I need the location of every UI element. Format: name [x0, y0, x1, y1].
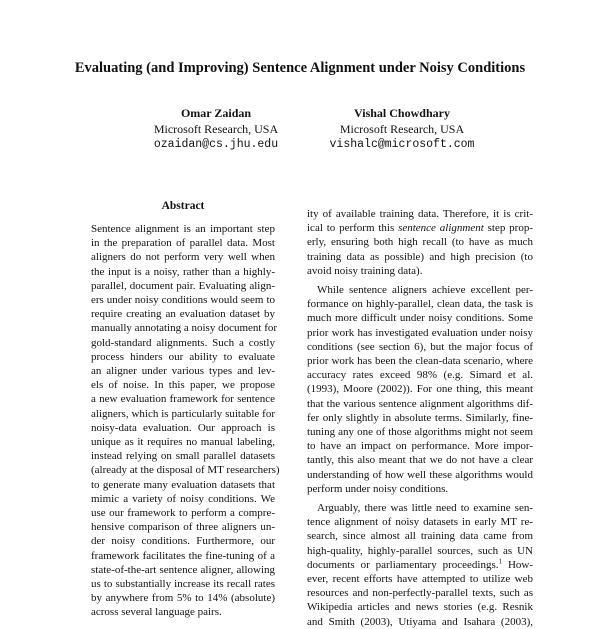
- text-line: understanding of how well these algorithms would: [307, 468, 533, 481]
- paper-title: Evaluating (and Improving) Sentence Alignment under Noisy Conditions: [74, 60, 526, 76]
- author-1-email: ozaidan@cs.jhu.edu: [153, 138, 279, 151]
- text-line: process hinders our ability to evaluate: [91, 350, 275, 363]
- text-line: noisy-data evaluation. Our approach is: [91, 421, 275, 434]
- text-line: across several language pairs.: [91, 606, 222, 619]
- text-line: resources and non-perfectly-parallel texts, such as: [307, 587, 533, 600]
- text-line: ity of available training data. Therefore, it is crit-: [307, 208, 533, 220]
- paragraph-2: [307, 283, 533, 496]
- author-2-email: vishalc@microsoft.com: [329, 138, 475, 151]
- author-1-name: Omar Zaidan: [180, 106, 252, 120]
- text-line: erly, ensuring both high recall (to have as much: [307, 236, 533, 249]
- text-line: the input is a noisy, rather than a highly-: [91, 265, 275, 278]
- paragraph-3: [307, 501, 533, 558]
- text-line: much more difficult under noisy conditions. Some: [307, 312, 533, 325]
- text-line: by anywhere from 5% to 14% (absolute): [91, 592, 275, 605]
- text-line: us to substantially increase its recall rates: [91, 578, 275, 591]
- text-line: ever, recent efforts have attempted to utilize web: [307, 573, 533, 586]
- text-span: documents or parliamentary proceedings.: [307, 558, 499, 571]
- text-line: framework facilitates the fine-tuning of a: [91, 549, 275, 562]
- text-line: an aligner under various types and lev-: [91, 365, 275, 378]
- text-line: fer only slightly in absolute terms. Similarly, fine-: [307, 411, 533, 424]
- text-line: mimic a variety of noisy conditions. We: [91, 492, 275, 505]
- author-2: [292, 106, 512, 153]
- text-line: aligners do not perform very well when: [91, 251, 275, 264]
- text-line: and Smith (2003), Utiyama and Isahara (2003),: [307, 615, 533, 628]
- text-line: state-of-the-art sentence aligner, allowing: [91, 563, 275, 576]
- text-line: Wikipedia articles and news stories (e.g. Resnik: [307, 601, 533, 614]
- text-line: avoid noisy training data).: [307, 264, 423, 277]
- text-line: unique as it requires no manual labeling,: [91, 436, 275, 449]
- text-line: tuning any one of those algorithms might not seem: [307, 426, 533, 439]
- text-line: [307, 221, 533, 235]
- text-line: aligners, which is particularly suitable for: [91, 407, 275, 420]
- text-line: high-quality, highly-parallel sources, such as UN: [307, 544, 533, 557]
- text-line: tantly, this also meant that we do not have a clear: [307, 454, 533, 467]
- text-line: tence alignment of noisy datasets in early MT re-: [307, 516, 533, 529]
- text-line: require creating an evaluation dataset by: [91, 308, 275, 321]
- text-line: training data as possible) and high precision (to: [307, 250, 533, 263]
- emphasis-sentence-alignment: sentence alignment: [398, 222, 484, 235]
- text-line: conditions (see section 6), but the major focus of: [307, 340, 533, 353]
- text-line: hensive comparison of three aligners un-: [91, 521, 275, 534]
- text-line: instead relying on small parallel datasets: [91, 450, 275, 463]
- right-column: [307, 207, 533, 629]
- text-line: gold-standard alignments. Such a costly: [91, 336, 275, 349]
- author-2-affiliation: Microsoft Research, USA: [339, 121, 465, 136]
- text-span: ical to perform this: [307, 222, 399, 235]
- text-line-footnote: [307, 558, 533, 572]
- text-line: search, since almost all training data came from: [307, 530, 533, 543]
- text-line: parallel, document pair. Evaluating align-: [91, 279, 275, 292]
- paragraph-3-continued: [307, 572, 533, 629]
- text-line: Sentence alignment is an important step: [91, 223, 275, 235]
- text-line: use our framework to perform a compre-: [91, 507, 275, 520]
- text-line: (1993), Moore (2002)). For one thing, this meant: [307, 383, 533, 396]
- text-line: prior work has been the clean-data scenario, where: [307, 355, 533, 368]
- text-line: (already at the disposal of MT researchers): [91, 464, 280, 477]
- text-line: that the various sentence alignment algorithms dif-: [307, 397, 533, 410]
- abstract-heading: Abstract: [161, 200, 205, 212]
- text-line: in the preparation of parallel data. Most: [91, 237, 275, 250]
- text-line: der noisy conditions. Furthermore, our: [91, 535, 275, 548]
- text-line: a new evaluation framework for sentence: [91, 393, 275, 406]
- text-line: els of noise. In this paper, we propose: [91, 379, 275, 392]
- text-span: step prop-: [483, 222, 533, 235]
- text-line: to generate many evaluation datasets that: [91, 478, 275, 491]
- author-2-name: Vishal Chowdhary: [354, 106, 450, 120]
- text-line: accuracy rates exceed 98% (e.g. Simard et al.: [307, 369, 533, 382]
- text-line: manually annotating a noisy document for: [91, 322, 278, 335]
- text-span: How-: [502, 558, 533, 571]
- text-line: Arguably, there was little need to examine sen-: [317, 502, 533, 515]
- author-1-affiliation: Microsoft Research, USA: [153, 121, 279, 136]
- footnote-mark: 1: [498, 557, 503, 566]
- abstract-body: [88, 222, 278, 620]
- text-line: prior work has investigated evaluation under noisy: [307, 326, 533, 339]
- text-line: While sentence aligners achieve excellent per-: [317, 284, 533, 297]
- text-line: ers under noisy conditions would seem to: [91, 294, 275, 307]
- text-line: formance on highly-parallel, clean data, the task is: [307, 298, 533, 311]
- text-line: perform under noisy conditions.: [307, 482, 449, 495]
- text-line: to have an impact on performance. More impor-: [307, 440, 533, 453]
